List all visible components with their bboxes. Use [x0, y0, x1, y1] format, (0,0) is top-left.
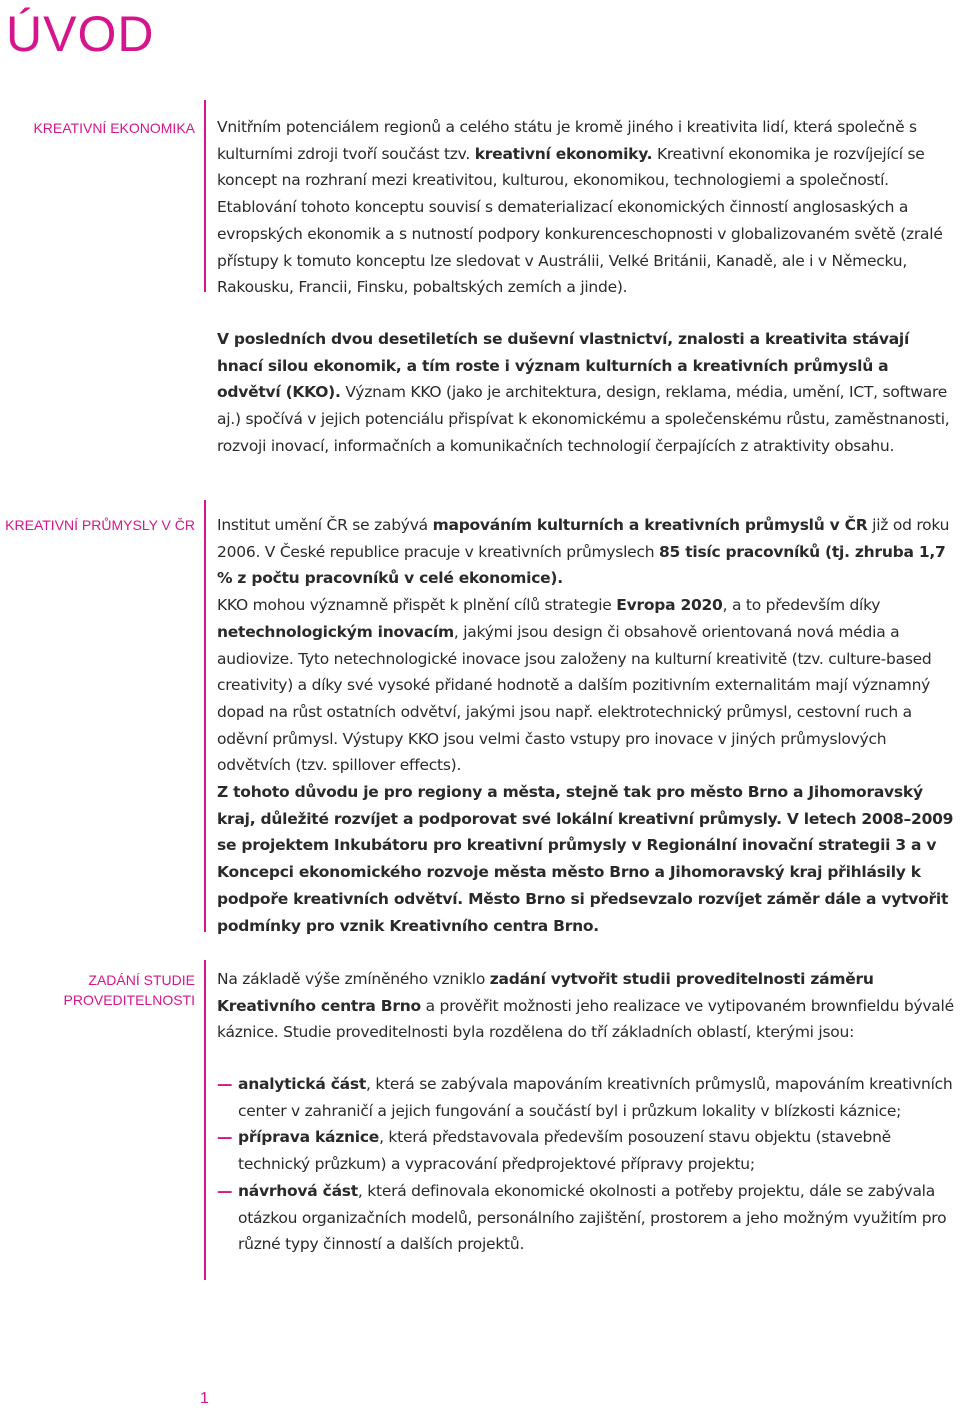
- paragraph: Z tohoto důvodu je pro regiony a města, stejně tak pro město Brno a Jihomoravský kraj, důležité rozvíjet a podporovat své lokální kreativní průmysly. V letech 2008–2009 se projektem Inkubátoru pro kreativní průmysly v Regionální inovační strategii 3 a v Koncepci ekonomického rozvoje města město Brno a Jihomoravský kraj přihlásily k podpoře kreativních odvětví. Město Brno si předsevzalo rozvíjet záměr dále a vytvořit podmínky pro vznik Kreativního centra Brno.: [217, 783, 954, 935]
- section-kreativni-ekonomika-2: [217, 326, 955, 460]
- section-zadani-studie-list: [217, 1071, 955, 1258]
- section-kreativni-ekonomika: [217, 114, 955, 301]
- paragraph: Vnitřním potenciálem regionů a celého státu je kromě jiného i kreativita lidí, která společně s kulturními zdroji tvoří součást tzv. kreativní ekonomiky. Kreativní ekonomika je rozvíjející se koncept na rozhraní mezi kreativitou, kulturou, ekonomikou, technologiemi a společností. Etablování tohoto konceptu souvisí s dematerializací ekonomických činností anglosaských a evropských ekonomik a s nutností podpory konkurenceschopnosti v globalizovaném světě (zralé přístupy k tomuto konceptu lze sledovat v Austrálii, Velké Británii, Kanadě, ale i v Německu, Rakousku, Francii, Finsku, pobaltských zemích a jinde).: [217, 118, 943, 297]
- section-label-kreativni-prumysly: KREATIVNÍ PRŮMYSLY V ČR: [5, 517, 195, 533]
- paragraph: Na základě výše zmíněného vzniklo zadání vytvořit studii proveditelnosti záměru Kreativního centra Brno a prověřit možnosti jeho realizace ve vytipovaném brownfieldu bývalé káznice. Studie proveditelnosti byla rozdělena do tří základních oblastí, kterými jsou:: [217, 970, 954, 1042]
- paragraph: V posledních dvou desetiletích se duševní vlastnictví, znalosti a kreativita stávají hnací silou ekonomik, a tím roste i význam kulturních a kreativních průmyslů a odvětví (KKO). Význam KKO (jako je architektura, design, reklama, média, umění, ICT, software aj.) spočívá v jejich potenciálu přispívat k ekonomickému a společenskému růstu, zaměstnanosti, rozvoji inovací, informačních a komunikačních technologií čerpajících z atraktivity obsahu.: [217, 330, 950, 455]
- section-bar-kreativni-ekonomika: [204, 100, 206, 292]
- page-title: ÚVOD: [6, 6, 155, 62]
- page-number: 1: [200, 1390, 209, 1407]
- paragraph: KKO mohou významně přispět k plnění cílů strategie Evropa 2020, a to především díky netechnologickým inovacím, jakými jsou design či obsahově orientovaná nová média a audiovize. Tyto netechnologické inovace jsou založeny na kulturní kreativitě (tzv. culture-based creativity) a díky své vysoké přidané hodnotě a dalším pozitivním externalitám mají významný dopad na růst ostatních odvětví, jakými jsou např. elektrotechnický průmysl, cestovní ruch a oděvní průmysl. Výstupy KKO jsou velmi často vstupy pro inovace v jiných průmyslových odvětvích (tzv. spillover effects).: [217, 596, 932, 775]
- paragraph: Institut umění ČR se zabývá mapováním kulturních a kreativních průmyslů v ČR již od roku 2006. V České republice pracuje v kreativních průmyslech 85 tisíc pracovníků (tj. zhruba 1,7 % z počtu pracovníků v celé ekonomice).: [217, 516, 950, 588]
- section-zadani-studie: [217, 966, 955, 1046]
- bullet-list: [217, 1071, 955, 1258]
- list-item: — příprava káznice, která představovala především posouzení stavu objektu (stavebně technický průzkum) a vypracování předprojektové přípravy projektu;: [217, 1128, 891, 1174]
- list-item: — analytická část, která se zabývala mapováním kreativních průmyslů, mapováním kreativních center v zahraničí a jejich fungování a součástí byl i průzkum lokality v blízkosti káznice;: [217, 1075, 953, 1120]
- list-item: — návrhová část, která definovala ekonomické okolnosti a potřeby projektu, dále se zabývala otázkou organizačních modelů, personálního zajištění, prostorem a jeho možným využitím pro různé typy činností a dalších projektů.: [217, 1181, 947, 1254]
- section-label-kreativni-ekonomika: KREATIVNÍ EKONOMIKA: [33, 120, 195, 136]
- section-bar-zadani-studie: [204, 960, 206, 1280]
- section-bar-kreativni-prumysly: [204, 500, 206, 932]
- section-label-zadani-studie: ZADÁNÍ STUDIE PROVEDITELNOSTI: [63, 972, 195, 1008]
- section-kreativni-prumysly: [217, 512, 955, 939]
